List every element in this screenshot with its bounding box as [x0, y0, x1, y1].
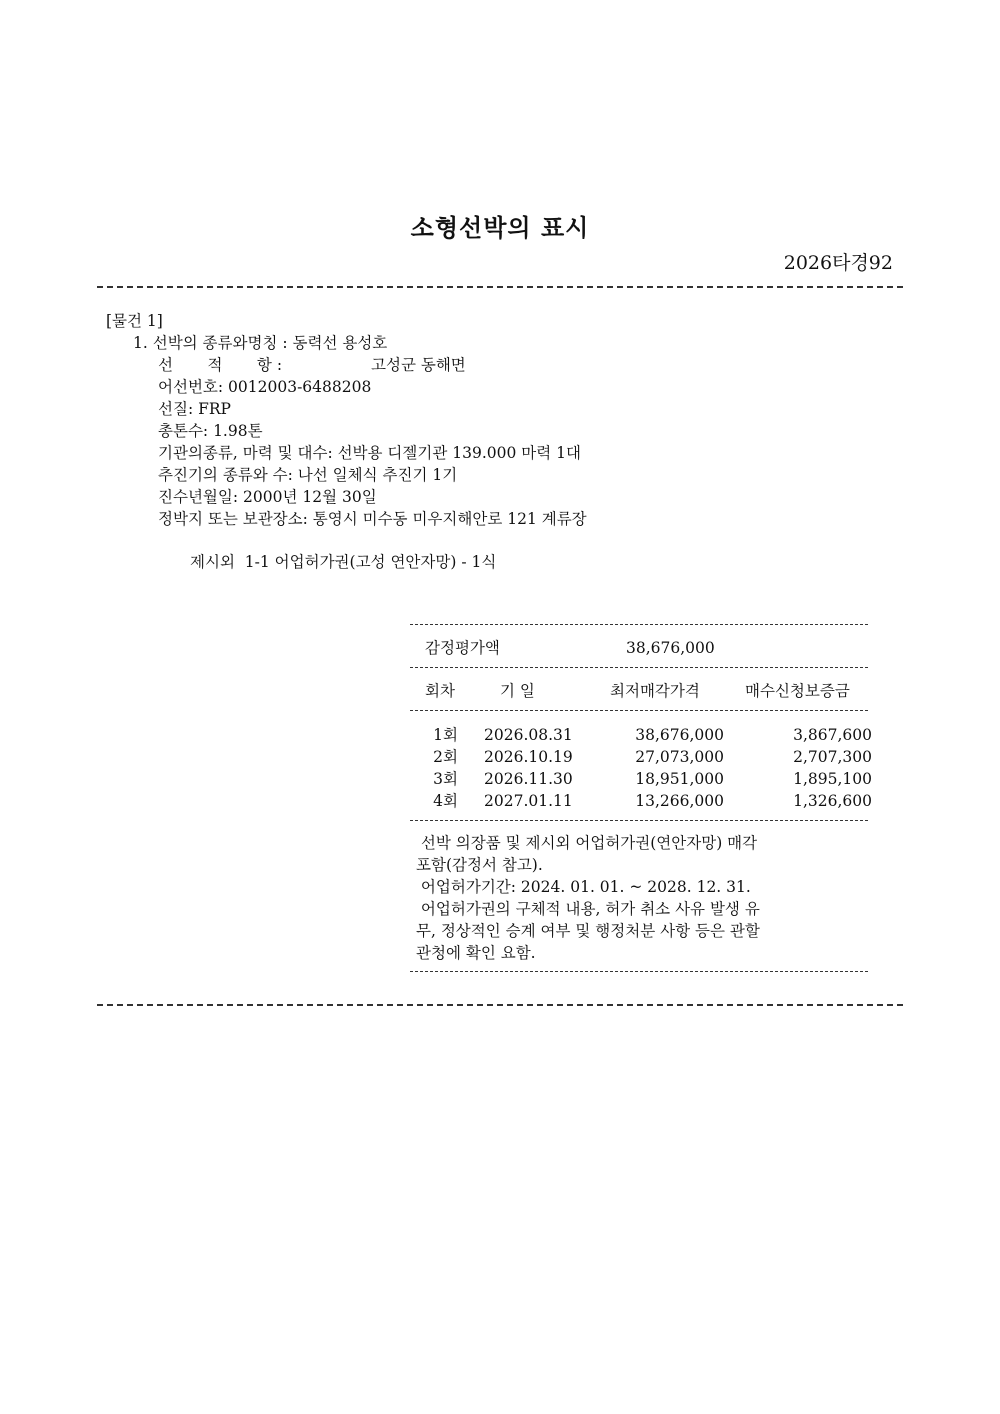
note-license-line1: 어업허가권의 구체적 내용, 허가 취소 사유 발생 유 [416, 900, 760, 918]
row-min-price: 38,676,000 [635, 726, 724, 744]
launch-date: 진수년월일: 2000년 12월 30일 [158, 488, 377, 506]
note-fittings-line2: 포함(감정서 참고). [416, 856, 543, 874]
port-label: 선 적 항 : [158, 356, 283, 374]
header-round: 회차 [425, 682, 455, 700]
schedule-divider-3 [410, 710, 868, 711]
note-license-line2: 무, 정상적인 승계 여부 및 행정처분 사항 등은 관할 [416, 922, 760, 940]
row-round: 1회 [433, 726, 458, 744]
hull-material: 선질: FRP [158, 400, 231, 418]
row-date: 2026.10.19 [484, 748, 573, 766]
mooring-location: 정박지 또는 보관장소: 통영시 미수동 미우지해안로 121 계류장 [158, 510, 587, 528]
vessel-number: 어선번호: 0012003-6488208 [158, 378, 372, 396]
row-deposit: 3,867,600 [793, 726, 872, 744]
schedule-divider-top [410, 624, 868, 625]
schedule-divider-2 [410, 667, 868, 668]
row-date: 2026.08.31 [484, 726, 573, 744]
item-label: [물건 1] [106, 312, 163, 330]
bottom-divider [97, 1004, 903, 1006]
row-deposit: 2,707,300 [793, 748, 872, 766]
row-date: 2027.01.11 [484, 792, 573, 810]
header-min-price: 최저매각가격 [610, 682, 700, 700]
page-title: 소형선박의 표시 [410, 214, 590, 242]
row-deposit: 1,895,100 [793, 770, 872, 788]
schedule-divider-bottom [410, 971, 868, 972]
note-fittings-line1: 선박 의장품 및 제시외 어업허가권(연안자망) 매각 [416, 834, 758, 852]
note-license-period: 어업허가기간: 2024. 01. 01. ~ 2028. 12. 31. [416, 878, 751, 896]
top-divider [97, 286, 903, 288]
schedule-divider-4 [410, 820, 868, 821]
header-date: 기 일 [500, 682, 535, 700]
row-round: 3회 [433, 770, 458, 788]
row-min-price: 18,951,000 [635, 770, 724, 788]
appraisal-label: 감정평가액 [425, 639, 500, 657]
case-number: 2026타경92 [783, 252, 893, 274]
row-deposit: 1,326,600 [793, 792, 872, 810]
gross-tonnage: 총톤수: 1.98톤 [158, 422, 263, 440]
row-round: 4회 [433, 792, 458, 810]
row-date: 2026.11.30 [484, 770, 573, 788]
note-license-line3: 관청에 확인 요함. [416, 944, 536, 962]
port-value: 고성군 동해면 [371, 356, 466, 374]
excluded-item: 제시외 1-1 어업허가권(고성 연안자망) - 1식 [190, 553, 497, 571]
appraisal-value: 38,676,000 [626, 639, 715, 657]
row-min-price: 13,266,000 [635, 792, 724, 810]
header-deposit: 매수신청보증금 [745, 682, 850, 700]
engine-info: 기관의종류, 마력 및 대수: 선박용 디젤기관 139.000 마력 1대 [158, 444, 581, 462]
row-round: 2회 [433, 748, 458, 766]
row-min-price: 27,073,000 [635, 748, 724, 766]
propulsion-info: 추진기의 종류와 수: 나선 일체식 추진기 1기 [158, 466, 458, 484]
vessel-type-name: 1. 선박의 종류와명칭 : 동력선 용성호 [133, 334, 388, 352]
